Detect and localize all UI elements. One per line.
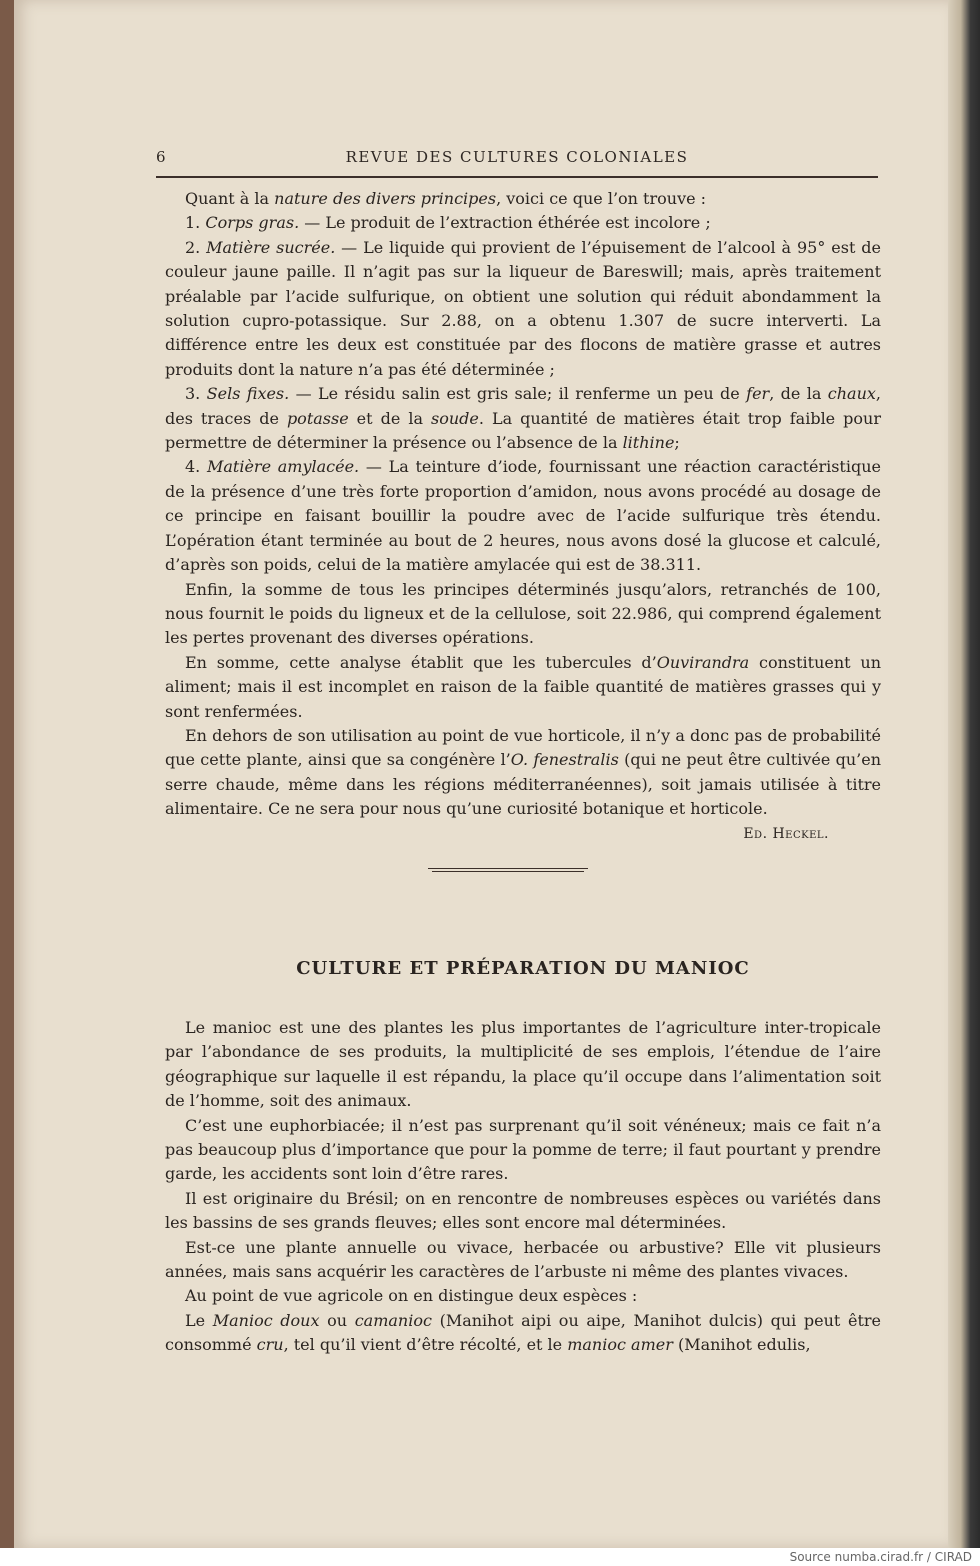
article-continuation <box>165 187 881 846</box>
paragraph: Le Manioc doux ou camanioc (Manihot aipi ou aipe, Manihot dulcis) qui peut être consommé cru, tel qu’il vient d’être récolté, et le manioc amer (Manihot edulis, <box>165 1310 882 1355</box>
paragraph: 1. Corps gras. — Le produit de l’extraction éthérée est incolore ; <box>185 213 711 233</box>
page-number: 6 <box>156 148 166 166</box>
section-divider <box>432 871 584 872</box>
paragraph: C’est une euphorbiacée; il n’est pas surprenant qu’il soit vénéneux; mais ce fait n’a pas beaucoup plus d’importance que pour la pomme de terre; il faut pourtant y prendre garde, les accidents sont loin d’être rares. <box>165 1115 881 1184</box>
paragraph: 4. Matière amylacée. — La teinture d’iode, fournissant une réaction caractéristique de la présence d’une très forte proportion d’amidon, nous avons procédé au dosage de ce principe en faisant bouillir la poudre avec de l’acide sulfurique très étendu. L’opération étant terminée au bout de 2 heures, nous avons dosé la glucose et calculé, d’après son poids, celui de la matière amylacée qui est de 38.311. <box>165 457 881 575</box>
source-credit: Source numba.cirad.fr / CIRAD <box>789 1550 972 1564</box>
author-signature: Ed. Heckel. <box>743 825 829 842</box>
paragraph: 2. Matière sucrée. — Le liquide qui provient de l’épuisement de l’alcool à 95° est de couleur jaune paille. Il n’agit pas sur la liqueur de Bareswill; mais, après traitement préalable par l’acide sulfurique, on obtient une solution qui réduit abondamment la solution cupro-potassique. Sur 2.88, on a obtenu 1.307 de sucre interverti. La différence entre les deux est constituée par des flocons de matière grasse et autres produits dont la nature n’a pas été déterminée ; <box>165 237 881 379</box>
paragraph: En somme, cette analyse établit que les tubercules d’Ouvirandra constituent un aliment; mais il est incomplet en raison de la faible quantité de matières grasses qui y sont renfermées. <box>165 652 882 721</box>
paragraph: Le manioc est une des plantes les plus importantes de l’agriculture inter-tropicale par l’abondance de ses produits, la multiplicité de ses emplois, l’étendue de l’aire géographique sur laquelle il est répandu, la place qu’il occupe dans l’alimentation soit de l’homme, soit des animaux. <box>165 1018 881 1111</box>
paragraph: Quant à la nature des divers principes, voici ce que l’on trouve : <box>185 189 707 208</box>
page-edge <box>948 0 980 1548</box>
section-divider <box>428 868 588 869</box>
running-header <box>156 146 878 178</box>
paragraph: Enfin, la somme de tous les principes déterminés jusqu’alors, retranchés de 100, nous fournit le poids du ligneux et de la cellulose, soit 22.986, qui comprend également les pertes provenant des diverses opérations. <box>165 579 881 648</box>
paragraph: En dehors de son utilisation au point de vue horticole, il n’y a donc pas de probabilité que cette plante, ainsi que sa congénère l’O. fenestralis (qui ne peut être cultivée qu’en serre chaude, même dans les régions méditerranéennes), soit jamais utilisée à titre alimentaire. Ce ne sera pour nous qu’une curiosité botanique et horticole. <box>165 725 881 819</box>
manioc-article <box>165 1016 881 1358</box>
paragraph: Il est originaire du Brésil; on en rencontre de nombreuses espèces ou variétés dans les bassins de ses grands fleuves; elles sont encore mal déterminées. <box>165 1188 881 1233</box>
paragraph: Est-ce une plante annuelle ou vivace, herbacée ou arbustive? Elle vit plusieurs années, mais sans acquérir les caractères de l’arbuste ni même des plantes vivaces. <box>165 1237 881 1282</box>
section-title: CULTURE ET PRÉPARATION DU MANIOC <box>296 958 750 979</box>
running-title: REVUE DES CULTURES COLONIALES <box>345 148 689 166</box>
paragraph: 3. Sels fixes. — Le résidu salin est gris sale; il renferme un peu de fer, de la chaux, des traces de potasse et de la soude. La quantité de matières était trop faible pour permettre de déterminer la présence ou l’absence de la lithine; <box>165 384 882 453</box>
paragraph: Au point de vue agricole on en distingue deux espèces : <box>185 1286 638 1306</box>
